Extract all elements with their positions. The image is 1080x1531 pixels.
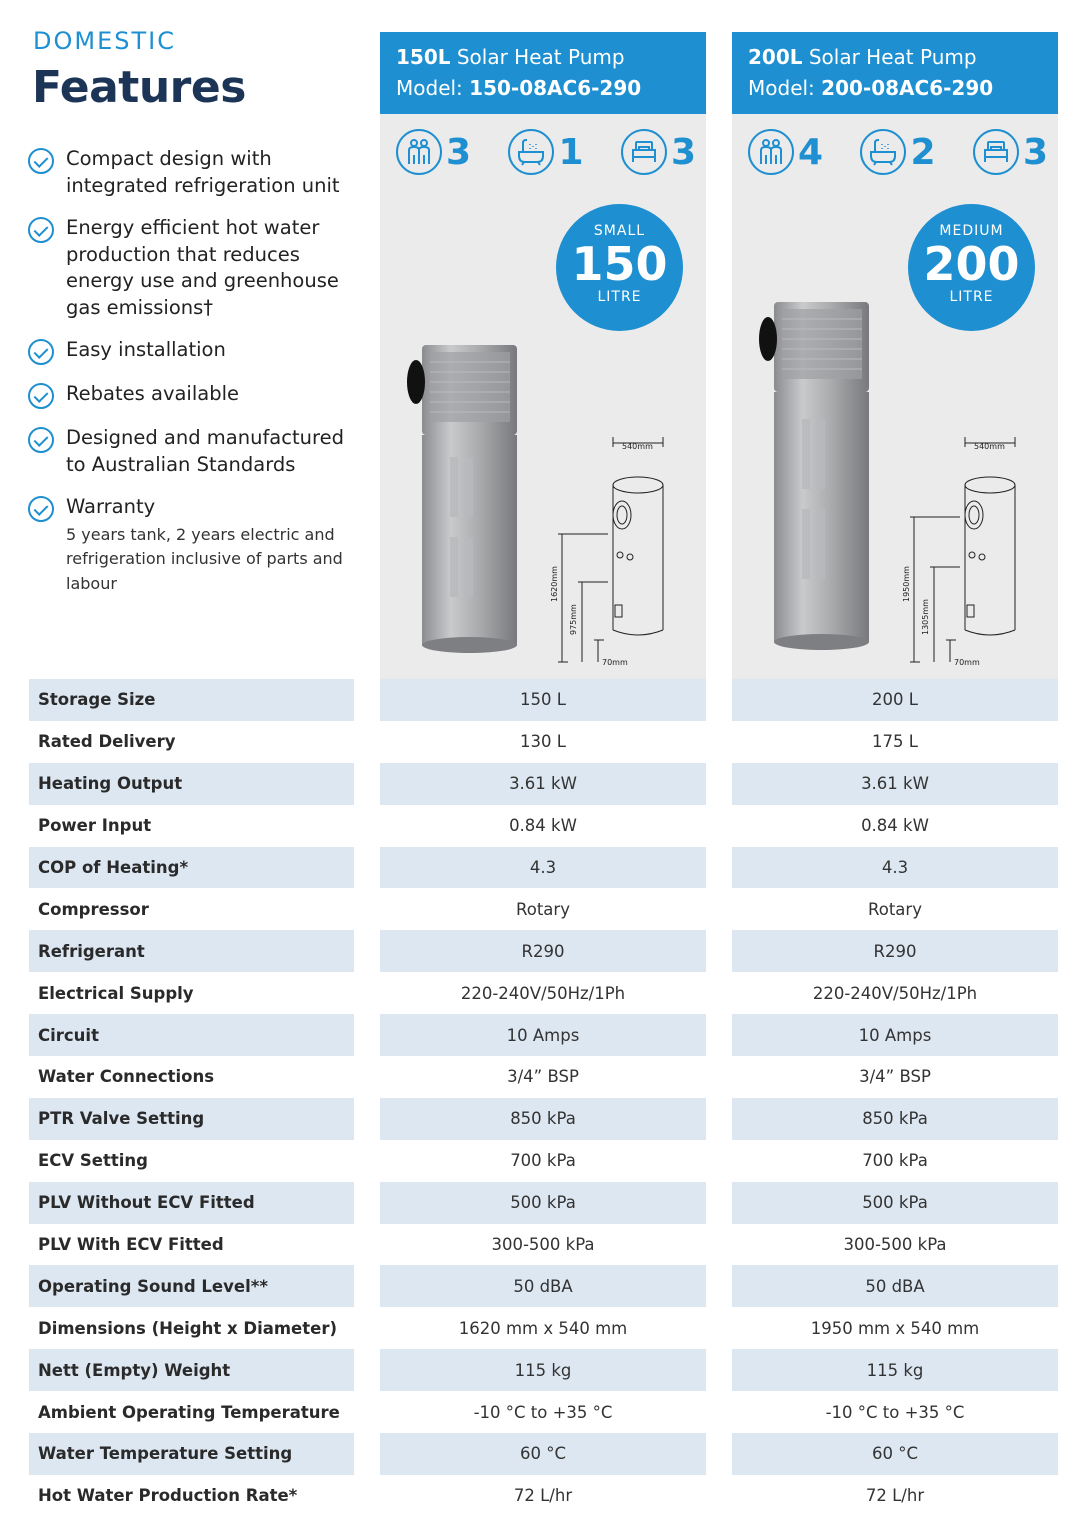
table-row xyxy=(380,679,706,721)
table-row xyxy=(380,1224,706,1266)
usage-icons xyxy=(748,129,1048,175)
table-row xyxy=(29,1265,354,1307)
spec-label: Hot Water Production Rate* xyxy=(38,1486,298,1506)
spec-value: 500 kPa xyxy=(510,1193,576,1213)
model-number: 200-08AC6-290 xyxy=(821,76,994,100)
spec-value: 0.84 kW xyxy=(861,816,929,836)
spec-value: Rotary xyxy=(868,899,922,919)
spec-value: 0.84 kW xyxy=(509,816,577,836)
table-row xyxy=(380,888,706,930)
page-title: Features xyxy=(32,62,246,113)
spec-label: PLV Without ECV Fitted xyxy=(38,1193,255,1213)
table-row xyxy=(29,1307,354,1349)
spec-label: PTR Valve Setting xyxy=(38,1109,205,1129)
table-row xyxy=(29,847,354,889)
spec-label: Storage Size xyxy=(38,690,156,710)
product-header xyxy=(380,32,706,114)
spec-label: Dimensions (Height x Diameter) xyxy=(38,1318,338,1338)
spec-label: Compressor xyxy=(38,899,149,919)
spec-value: R290 xyxy=(521,941,565,961)
feature-text: Easy installation xyxy=(66,338,226,361)
people-count: 3 xyxy=(446,131,472,173)
table-row xyxy=(380,847,706,889)
table-row xyxy=(380,1014,706,1056)
spec-values-200 xyxy=(732,679,1058,1517)
check-circle-icon xyxy=(28,217,54,243)
diameter-label: 540mm xyxy=(974,442,1005,451)
table-row xyxy=(29,763,354,805)
table-row xyxy=(732,1349,1058,1391)
table-row xyxy=(380,721,706,763)
spec-value: 3/4” BSP xyxy=(507,1067,579,1087)
spec-value: 175 L xyxy=(872,732,918,752)
check-circle-icon xyxy=(28,427,54,453)
table-row xyxy=(732,1433,1058,1475)
badge-value: 150 xyxy=(571,237,668,291)
bed-count: 3 xyxy=(1022,131,1048,173)
spec-value: 850 kPa xyxy=(862,1109,928,1129)
product-card-200 xyxy=(732,32,1058,679)
table-row xyxy=(732,930,1058,972)
feature-item xyxy=(28,494,358,596)
model-label: Model: xyxy=(748,76,822,100)
feature-item xyxy=(28,215,358,321)
table-row xyxy=(380,1391,706,1433)
table-row xyxy=(732,847,1058,889)
people-count: 4 xyxy=(798,131,824,173)
dimension-diagram xyxy=(902,407,1052,667)
spec-value: Rotary xyxy=(516,899,570,919)
spec-label: Ambient Operating Temperature xyxy=(38,1402,340,1422)
spec-label: Nett (Empty) Weight xyxy=(38,1360,231,1380)
spec-value: 4.3 xyxy=(529,858,557,877)
product-name: Solar Heat Pump xyxy=(450,45,625,69)
table-row xyxy=(732,1307,1058,1349)
table-row xyxy=(29,1224,354,1266)
feature-item xyxy=(28,381,358,409)
spec-value: 700 kPa xyxy=(510,1151,576,1171)
spec-value: 10 Amps xyxy=(858,1025,932,1045)
check-circle-icon xyxy=(28,383,54,409)
spec-value: 1620 mm x 540 mm xyxy=(458,1318,628,1338)
heat-pump-image xyxy=(410,337,530,657)
table-row xyxy=(29,1140,354,1182)
spec-value: 115 kg xyxy=(514,1360,572,1380)
table-row xyxy=(29,1182,354,1224)
table-row xyxy=(380,972,706,1014)
table-row xyxy=(380,1433,706,1475)
people-icon xyxy=(748,129,794,175)
table-row xyxy=(29,679,354,721)
spec-value: 3.61 kW xyxy=(861,774,929,794)
spec-label: Operating Sound Level** xyxy=(38,1276,268,1296)
spec-value: 300-500 kPa xyxy=(843,1235,947,1255)
spec-value: 10 Amps xyxy=(506,1025,580,1045)
table-row xyxy=(29,1014,354,1056)
feature-item xyxy=(28,425,358,478)
spec-value: 60 °C xyxy=(871,1444,918,1464)
table-row xyxy=(732,1182,1058,1224)
inlet-height-label: 1305mm xyxy=(921,599,930,635)
feature-text: Designed and manufactured to Australian Standards xyxy=(66,426,344,476)
table-row xyxy=(732,763,1058,805)
capacity-badge xyxy=(556,204,683,331)
feature-subtext: 5 years tank, 2 years electric and refrigeration inclusive of parts and labour xyxy=(66,524,343,593)
badge-value: 200 xyxy=(923,237,1020,291)
spec-label: Heating Output xyxy=(38,774,183,794)
product-capacity: 200L xyxy=(748,45,803,69)
people-icon xyxy=(396,129,442,175)
table-row xyxy=(732,721,1058,763)
spec-value: -10 °C to +35 °C xyxy=(825,1402,965,1422)
table-row xyxy=(732,1056,1058,1098)
table-row xyxy=(732,1391,1058,1433)
spec-value: 200 L xyxy=(872,690,918,710)
height-label: 1620mm xyxy=(550,566,559,602)
feature-text: Rebates available xyxy=(66,382,240,405)
spec-value: 500 kPa xyxy=(862,1193,928,1213)
table-row xyxy=(380,1349,706,1391)
table-row xyxy=(732,679,1058,721)
spec-value: 150 L xyxy=(520,690,566,710)
spec-value: 700 kPa xyxy=(862,1151,928,1171)
table-row xyxy=(29,1391,354,1433)
spec-label: Refrigerant xyxy=(38,941,145,961)
table-row xyxy=(29,1433,354,1475)
bath-icon xyxy=(508,129,554,175)
spec-value: 4.3 xyxy=(881,858,909,877)
spec-values-150 xyxy=(380,679,706,1517)
model-label: Model: xyxy=(396,76,470,100)
bed-icon xyxy=(973,129,1019,175)
table-row xyxy=(380,1098,706,1140)
bath-count: 1 xyxy=(558,131,584,173)
table-row xyxy=(29,1475,354,1517)
feature-item xyxy=(28,337,358,365)
table-row xyxy=(29,1098,354,1140)
spec-value: 3.61 kW xyxy=(509,774,577,794)
feature-text: Energy efficient hot water production that reduces energy use and greenhouse gas emissions† xyxy=(66,216,339,319)
spec-value: 60 °C xyxy=(519,1444,566,1464)
table-row xyxy=(380,1056,706,1098)
table-row xyxy=(380,1140,706,1182)
table-row xyxy=(29,930,354,972)
spec-value: -10 °C to +35 °C xyxy=(473,1402,613,1422)
spec-value: R290 xyxy=(873,941,917,961)
feature-text: Warranty xyxy=(66,495,156,518)
table-row xyxy=(29,1349,354,1391)
height-label: 1950mm xyxy=(902,566,911,602)
spec-labels xyxy=(29,679,354,1517)
check-circle-icon xyxy=(28,148,54,174)
features-list xyxy=(28,146,358,612)
spec-value: 72 L/hr xyxy=(865,1486,925,1506)
table-row xyxy=(380,763,706,805)
spec-label: Rated Delivery xyxy=(38,732,176,752)
inlet-height-label: 975mm xyxy=(569,604,578,635)
table-row xyxy=(380,1307,706,1349)
table-row xyxy=(29,972,354,1014)
table-row xyxy=(732,805,1058,847)
product-capacity: 150L xyxy=(396,45,451,69)
spec-value: 850 kPa xyxy=(510,1109,576,1129)
product-card-150 xyxy=(380,32,706,679)
product-name: Solar Heat Pump xyxy=(802,45,977,69)
table-row xyxy=(732,1140,1058,1182)
product-header xyxy=(732,32,1058,114)
check-circle-icon xyxy=(28,496,54,522)
spec-value: 50 dBA xyxy=(865,1276,925,1296)
section-eyebrow: DOMESTIC xyxy=(33,27,176,55)
spec-value: 220-240V/50Hz/1Ph xyxy=(460,983,626,1003)
badge-unit: LITRE xyxy=(949,289,994,305)
table-row xyxy=(380,1265,706,1307)
spec-label: Electrical Supply xyxy=(38,983,194,1003)
table-row xyxy=(732,972,1058,1014)
table-row xyxy=(380,1475,706,1517)
feature-item xyxy=(28,146,358,199)
spec-value: 220-240V/50Hz/1Ph xyxy=(812,983,978,1003)
spec-value: 1950 mm x 540 mm xyxy=(810,1318,980,1338)
spec-value: 72 L/hr xyxy=(513,1486,573,1506)
spec-value: 3/4” BSP xyxy=(859,1067,931,1087)
spec-label: ECV Setting xyxy=(38,1151,148,1171)
spec-value: 115 kg xyxy=(866,1360,924,1380)
spec-label: COP of Heating* xyxy=(38,858,189,877)
spec-value: 130 L xyxy=(520,732,566,752)
table-row xyxy=(732,1014,1058,1056)
table-row xyxy=(380,805,706,847)
spec-label: Water Temperature Setting xyxy=(38,1444,293,1464)
table-row xyxy=(732,1475,1058,1517)
badge-unit: LITRE xyxy=(597,289,642,305)
base-label: 70mm xyxy=(954,658,980,667)
model-number: 150-08AC6-290 xyxy=(469,76,642,100)
feature-text: Compact design with integrated refrigeration unit xyxy=(66,147,340,197)
table-row xyxy=(380,1182,706,1224)
spec-label: Power Input xyxy=(38,816,152,836)
table-row xyxy=(732,888,1058,930)
base-label: 70mm xyxy=(602,658,628,667)
spec-value: 300-500 kPa xyxy=(491,1235,595,1255)
spec-value: 50 dBA xyxy=(513,1276,573,1296)
usage-icons xyxy=(396,129,696,175)
bed-icon xyxy=(621,129,667,175)
capacity-badge xyxy=(908,204,1035,331)
dimension-diagram xyxy=(550,407,700,667)
table-row xyxy=(732,1265,1058,1307)
diameter-label: 540mm xyxy=(622,442,653,451)
table-row xyxy=(29,1056,354,1098)
table-row xyxy=(29,888,354,930)
check-circle-icon xyxy=(28,339,54,365)
badge-size: MEDIUM xyxy=(939,223,1004,239)
table-row xyxy=(732,1224,1058,1266)
bath-count: 2 xyxy=(910,131,936,173)
spec-label: PLV With ECV Fitted xyxy=(38,1235,224,1255)
table-row xyxy=(732,1098,1058,1140)
bath-icon xyxy=(860,129,906,175)
table-row xyxy=(29,721,354,763)
bed-count: 3 xyxy=(670,131,696,173)
table-row xyxy=(29,805,354,847)
spec-label: Circuit xyxy=(38,1025,99,1045)
heat-pump-image xyxy=(762,294,882,654)
table-row xyxy=(380,930,706,972)
badge-size: SMALL xyxy=(593,223,646,239)
spec-label: Water Connections xyxy=(38,1067,215,1087)
